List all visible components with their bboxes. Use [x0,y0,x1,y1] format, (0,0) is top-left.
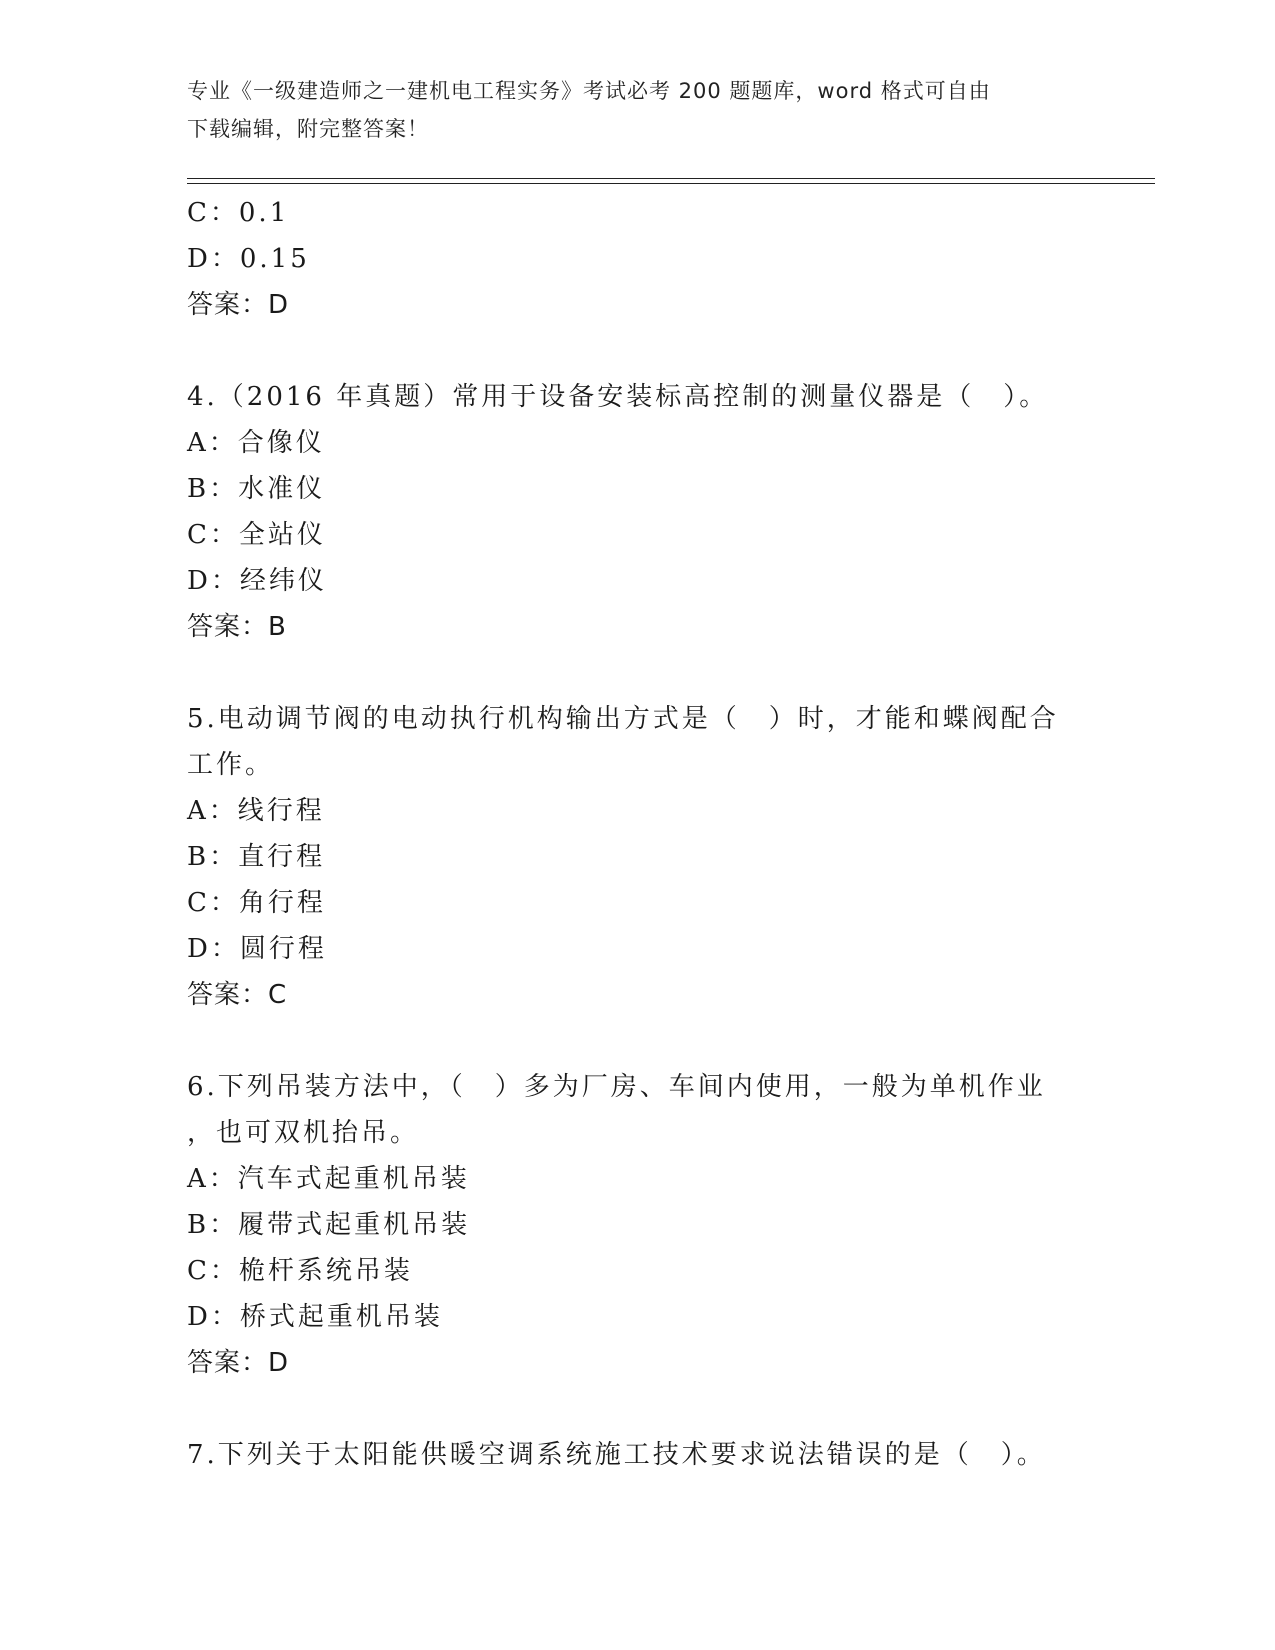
header-line-2: 下载编辑，附完整答案！ [187,117,429,141]
question-5 [187,696,1087,1018]
header-divider-top [187,178,1155,179]
option-d: D：0.15 [187,244,310,274]
answer-line: 答案：D [187,1348,290,1378]
header-line-1: 专业《一级建造师之一建机电工程实务》考试必考 200 题题库，word 格式可自由 [187,79,991,103]
question-4 [187,374,1087,650]
previous-question [187,190,1087,328]
question-list [187,190,1087,1478]
option-a: A：线行程 [187,796,325,826]
option-b: B：直行程 [187,842,326,872]
option-a: A：汽车式起重机吊装 [187,1164,470,1194]
question-6 [187,1064,1087,1386]
option-d: D：圆行程 [187,934,327,964]
option-d: D：经纬仪 [187,566,327,596]
answer-line: 答案：D [187,290,290,320]
option-d: D：桥式起重机吊装 [187,1302,443,1332]
answer-line: 答案：B [187,612,287,642]
option-a: A：合像仪 [187,428,325,458]
question-7 [187,1432,1087,1478]
question-stem-line-2: ，也可双机抬吊。 [187,1118,420,1148]
question-stem-line-1: 5.电动调节阀的电动执行机构输出方式是（ ）时，才能和蝶阀配合 [187,704,1059,734]
header-divider-bottom [187,183,1155,184]
option-c: C：0.1 [187,198,290,228]
option-c: C：全站仪 [187,520,326,550]
option-c: C：桅杆系统吊装 [187,1256,413,1286]
option-c: C：角行程 [187,888,326,918]
question-stem-line-2: 工作。 [187,750,275,780]
option-b: B：履带式起重机吊装 [187,1210,471,1240]
option-b: B：水准仪 [187,474,326,504]
question-stem: 7.下列关于太阳能供暖空调系统施工技术要求说法错误的是（ ）。 [187,1440,1046,1470]
question-stem-line-1: 6.下列吊装方法中，（ ）多为厂房、车间内使用，一般为单机作业 [187,1072,1046,1102]
document-header [187,72,1067,148]
question-stem: 4.（2016 年真题）常用于设备安装标高控制的测量仪器是（ ）。 [187,382,1049,412]
answer-line: 答案：C [187,980,288,1010]
